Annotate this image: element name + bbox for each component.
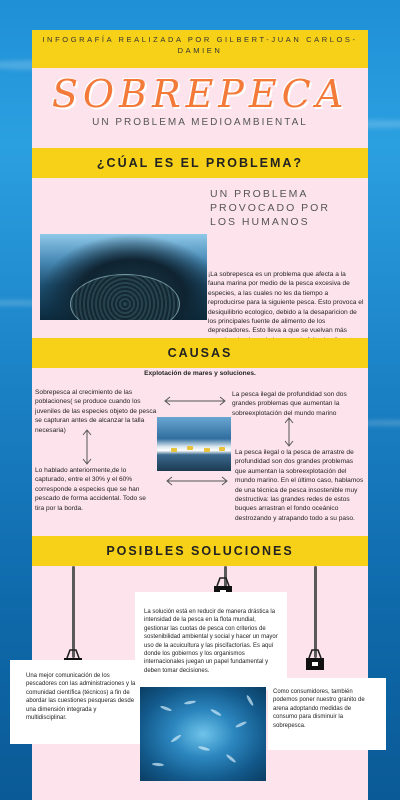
fish-shape: [246, 695, 255, 707]
main-title: SOBREPECA: [51, 72, 349, 116]
fish-shape: [170, 734, 182, 743]
solution-card-right: [268, 678, 386, 750]
buoy-shape: [187, 446, 193, 450]
fish-shape: [235, 721, 247, 729]
hanging-rope: [314, 566, 317, 658]
buoy-shape: [204, 448, 210, 452]
problem-band: ¿CÚAL ES EL PROBLEMA?: [32, 148, 368, 178]
fish-shape: [210, 708, 222, 717]
fish-school-image: [140, 687, 266, 781]
fish-shape: [198, 745, 210, 751]
solutions-band: POSIBLES SOLUCIONES: [32, 536, 368, 566]
solution-center-text: La solución está en reducir de manera drástica la intensidad de la pesca en la flota mundial, gestionar las cuotas de pesca con criterios de sostenibilidad ambiental y social y hacer un mayor uso de la acuicultura y las piscifactorías. Es aquí donde los gobiernos y los organismos internacionales juegan un papel fundamental y deben tomar decisiones.: [144, 609, 278, 674]
double-arrow-icon: [162, 396, 228, 406]
trawler-nets-image: [157, 417, 231, 471]
cause-right-top: La pesca ilegal de profundidad son dos grandes problemas que aumentan la sobreexplotación del mundo marino: [232, 391, 347, 417]
fish-net-image: [40, 234, 207, 320]
buoy-shape: [219, 447, 225, 451]
solution-right-text: Como consumidores, también podemos poner nuestro granito de arena adoptando medidas de consumo para disminuir la sobrepesca.: [273, 689, 365, 729]
hanging-rope: [72, 566, 75, 658]
net-shape: [70, 274, 180, 320]
solution-left-text: Una mejor comunicación de los pescadores con las administraciones y la comunidad científica (técnicos) a fin de abordar las cuestiones pesqueras desde una dimensión integrada y multidisciplinar.: [26, 673, 136, 722]
cause-right-bottom: La pesca ilegal o la pesca de arrastre de profundidad son dos grandes problemas que aumentan la sobreexplotación del mundo marino. En el último caso, hablamos de una técnica de pesca insostenible muy destructiva: las grandes redes de estos buques arrastran el fondo oceánico destrozando y atrapando todo a su paso.: [235, 449, 364, 522]
infographic-poster: [26, 30, 368, 800]
double-arrow-icon: [164, 476, 230, 486]
fish-shape: [225, 753, 236, 763]
causes-subtitle: Explotación de mares y soluciones.: [144, 370, 256, 377]
vertical-double-arrow-icon: [284, 416, 294, 448]
solution-card-center: [135, 592, 287, 690]
solution-card-left: [10, 660, 143, 744]
buoy-shape: [171, 448, 177, 452]
binder-clip-icon: [304, 648, 326, 672]
problem-heading: UN PROBLEMA PROVOCADO POR LOS HUMANOS: [210, 188, 330, 228]
vertical-double-arrow-icon: [82, 428, 92, 466]
cause-left-bottom: Lo hablado anteriormente,de lo capturado, entre el 30% y el 60% corresponde a especies que se han pescado de forma accidental. Todo se tira por la borda.: [35, 467, 146, 512]
fish-shape: [184, 700, 196, 705]
cause-left-top: Sobrepesca al crecimiento de las poblaciones( se produce cuando los juveniles de las especies objeto de pesca se capturan antes de alcanzar la talla necesaria): [35, 389, 157, 434]
fish-shape: [152, 762, 164, 766]
causes-band: CAUSAS: [32, 338, 368, 368]
author-credit: INFOGRAFÍA REALIZADA POR GILBERT-JUAN CARLOS-DAMIEN: [32, 30, 368, 68]
fish-shape: [160, 705, 172, 712]
main-subtitle: UN PROBLEMA MEDIOAMBIENTAL: [92, 117, 308, 128]
problem-text: ¡La sobrepesca es un problema que afecta a la fauna marina por medio de la pesca excesiva de especies, a las cuales no les da tiempo a reproducirse para la siguiente pesca. Esto provoca el desiquilibrio ecologico, debido a la desaparicion de los principales fuente de alimento de los depredadores. Esto lleva a que se vuelvan más: [208, 271, 364, 335]
